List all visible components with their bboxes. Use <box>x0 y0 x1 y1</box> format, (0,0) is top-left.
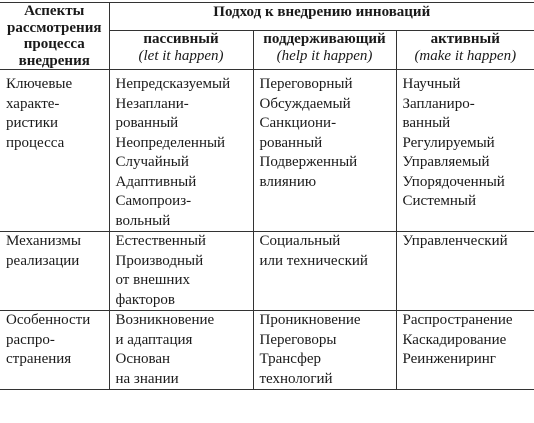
aspect-line: Ключевые <box>6 76 73 92</box>
cell-line: Обсуждаемый <box>259 95 351 112</box>
aspect-line: распро- <box>6 331 55 348</box>
approach-english: (help it happen) <box>276 48 373 64</box>
cell-line: Адаптивный <box>115 173 197 190</box>
cell-line: Самопроиз- <box>115 193 192 209</box>
cell-supportive <box>253 311 396 390</box>
cell-line: факторов <box>115 291 175 308</box>
table-row <box>0 232 534 311</box>
aspect-line: странения <box>6 351 72 367</box>
cell-line: от внешних <box>115 272 190 288</box>
approach-header-active <box>396 31 534 70</box>
cell-line: Упорядоченный <box>402 173 505 190</box>
cell-line: Запланиро- <box>402 95 475 112</box>
cell-line: Управленческий <box>402 233 508 249</box>
aspect-column-header <box>0 3 109 70</box>
cell-line: Непредсказуемый <box>115 76 231 92</box>
approach-english: (make it happen) <box>414 48 517 64</box>
approach-header-passive <box>109 31 253 70</box>
cell-line: на знании <box>115 370 179 387</box>
cell-active <box>396 311 534 390</box>
aspect-header-line: процесса <box>23 36 85 52</box>
aspect-line: процесса <box>6 134 65 151</box>
cell-line: Каскадирование <box>402 331 507 348</box>
cell-line: Санкциони- <box>259 115 337 131</box>
cell-line: Неопределенный <box>115 134 226 151</box>
cell-line: Возникновение <box>115 312 215 328</box>
cell-line: технологий <box>259 370 333 387</box>
cell-line: Производный <box>115 252 204 269</box>
cell-line: Случайный <box>115 154 189 170</box>
table-row <box>0 311 534 390</box>
cell-line: рованный <box>115 115 179 131</box>
cell-line: и адаптация <box>115 331 193 348</box>
approach-name: пассивный <box>143 31 219 47</box>
approach-group-header: Подход к внедрению инноваций <box>109 3 534 31</box>
cell-line: Системный <box>402 193 477 209</box>
aspect-cell <box>0 311 109 390</box>
cell-line: Подверженный <box>259 154 358 170</box>
approach-header-supportive <box>253 31 396 70</box>
table-body <box>0 70 534 390</box>
cell-line: Переговорный <box>259 76 353 92</box>
aspect-line: Особенности <box>6 312 91 328</box>
cell-line: Реинжениринг <box>402 351 496 367</box>
cell-line: Переговоры <box>259 331 337 348</box>
cell-line: Управляемый <box>402 154 490 170</box>
cell-passive <box>109 232 253 311</box>
cell-line: рованный <box>259 134 323 151</box>
cell-passive <box>109 70 253 232</box>
cell-line: Проникновение <box>259 312 361 328</box>
cell-passive <box>109 311 253 390</box>
aspect-header-line: внедрения <box>18 52 90 69</box>
cell-line: вольный <box>115 212 171 229</box>
aspect-line: Механизмы <box>6 233 81 249</box>
cell-supportive <box>253 70 396 232</box>
cell-line: Незаплани- <box>115 95 189 112</box>
cell-line: Основан <box>115 351 171 367</box>
cell-active <box>396 232 534 311</box>
cell-line: или технический <box>259 252 368 269</box>
aspect-header-line: Аспекты <box>24 3 85 19</box>
aspect-line: характе- <box>6 95 60 112</box>
aspect-cell <box>0 232 109 311</box>
table-header <box>0 3 534 70</box>
cell-line: Регулируемый <box>402 134 495 151</box>
approach-name: активный <box>430 31 500 47</box>
aspect-line: ристики <box>6 115 59 131</box>
cell-supportive <box>253 232 396 311</box>
aspect-line: реализации <box>6 252 80 269</box>
cell-line: Социальный <box>259 233 341 249</box>
approach-english: (let it happen) <box>138 48 224 64</box>
cell-active <box>396 70 534 232</box>
approach-name: поддерживающий <box>263 31 386 47</box>
table-row <box>0 70 534 232</box>
cell-line: Трансфер <box>259 351 321 367</box>
aspect-cell <box>0 70 109 232</box>
aspect-header-line: рассмотрения <box>7 19 102 36</box>
cell-line: Научный <box>402 76 461 92</box>
innovation-approach-table <box>0 2 534 390</box>
cell-line: влиянию <box>259 173 317 190</box>
cell-line: Естественный <box>115 233 206 249</box>
cell-line: ванный <box>402 115 451 131</box>
cell-line: Распространение <box>402 312 513 328</box>
